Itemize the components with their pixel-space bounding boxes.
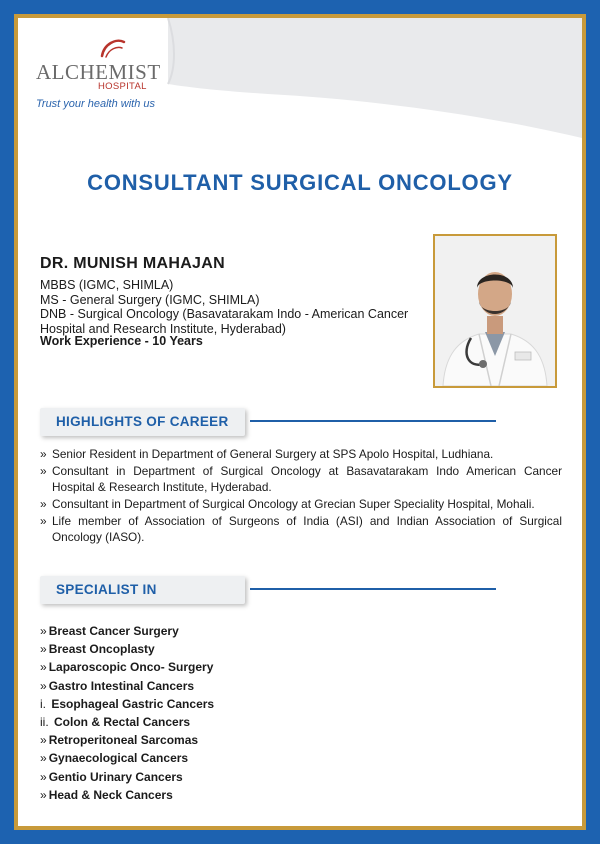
highlight-text: Life member of Association of Surgeons of India (ASI) and Indian Association of Surgical Oncology (IASO).	[52, 514, 562, 544]
list-item	[40, 640, 214, 658]
logo-subtitle: HOSPITAL	[98, 81, 147, 92]
work-experience: Work Experience - 10 Years	[40, 334, 203, 348]
specialty-text: Laparoscopic Onco- Surgery	[48, 660, 214, 675]
specialist-list	[40, 622, 214, 804]
list-item	[40, 463, 562, 495]
specialty-text: Retroperitoneal Sarcomas	[48, 733, 199, 748]
highlights-divider	[250, 420, 496, 422]
specialist-divider	[250, 588, 496, 590]
bullet-icon: »	[40, 497, 47, 511]
sub-item-marker: i.	[40, 696, 46, 711]
specialty-text: Esophageal Gastric Cancers	[51, 696, 215, 711]
specialty-text: Head & Neck Cancers	[48, 787, 173, 802]
bullet-icon: »	[40, 642, 47, 657]
specialty-text: Gastro Intestinal Cancers	[48, 678, 195, 693]
specialty-text: Colon & Rectal Cancers	[54, 714, 191, 729]
list-item	[40, 695, 214, 713]
bullet-icon: »	[40, 464, 47, 478]
list-item	[40, 513, 562, 545]
bullet-icon: »	[40, 514, 47, 528]
doctor-name: DR. MUNISH MAHAJAN	[40, 255, 225, 272]
bullet-icon: »	[40, 678, 47, 693]
list-item	[40, 658, 214, 676]
specialist-heading	[40, 576, 245, 604]
highlight-text: Consultant in Department of Surgical Oncology at Basavatarakam Indo American Cancer Hospital & Research Institute, Hyderabad.	[52, 464, 562, 494]
bullet-icon: »	[40, 751, 47, 766]
list-item	[40, 496, 562, 512]
highlights-heading-label: HIGHLIGHTS OF CAREER	[56, 414, 229, 429]
specialty-text: Gynaecological Cancers	[48, 751, 189, 766]
list-item	[40, 786, 214, 804]
list-item	[40, 446, 562, 462]
specialty-text: Breast Oncoplasty	[48, 642, 155, 657]
bullet-icon: »	[40, 787, 47, 802]
list-item	[40, 677, 214, 695]
qualification-line: MBBS (IGMC, SHIMLA)	[40, 278, 174, 292]
bullet-icon: »	[40, 769, 47, 784]
bullet-icon: »	[40, 624, 47, 638]
list-item	[40, 713, 214, 731]
qualifications	[40, 278, 420, 336]
poster-sheet	[18, 18, 582, 826]
specialty-text: Breast Cancer Surgery	[48, 624, 179, 638]
bullet-icon: »	[40, 447, 47, 461]
highlight-text: Senior Resident in Department of General Surgery at SPS Apolo Hospital, Ludhiana.	[52, 447, 494, 461]
page-title: CONSULTANT SURGICAL ONCOLOGY	[87, 170, 513, 195]
bullet-icon: »	[40, 733, 47, 748]
doctor-portrait-icon	[435, 236, 555, 386]
list-item	[40, 768, 214, 786]
specialty-text: Gentio Urinary Cancers	[48, 769, 183, 784]
bullet-icon: »	[40, 660, 47, 675]
list-item	[40, 749, 214, 767]
highlights-list	[40, 446, 562, 546]
logo-name: ALCHEMIST	[36, 60, 161, 84]
specialist-heading-label: SPECIALIST IN	[56, 582, 157, 597]
logo-tagline: Trust your health with us	[36, 98, 156, 110]
qualification-line: DNB - Surgical Oncology (Basavatarakam Indo - American Cancer	[40, 307, 409, 321]
logo-swirl-icon	[98, 36, 126, 60]
qualification-line: Hospital and Research Institute, Hyderabad)	[40, 321, 286, 336]
list-item	[40, 622, 214, 640]
list-item	[40, 731, 214, 749]
highlights-heading	[40, 408, 245, 436]
doctor-photo	[433, 234, 557, 388]
highlight-text: Consultant in Department of Surgical Oncology at Grecian Super Speciality Hospital, Mohali.	[52, 497, 535, 511]
sub-item-marker: ii.	[40, 714, 49, 729]
qualification-line: MS - General Surgery (IGMC, SHIMLA)	[40, 292, 260, 307]
